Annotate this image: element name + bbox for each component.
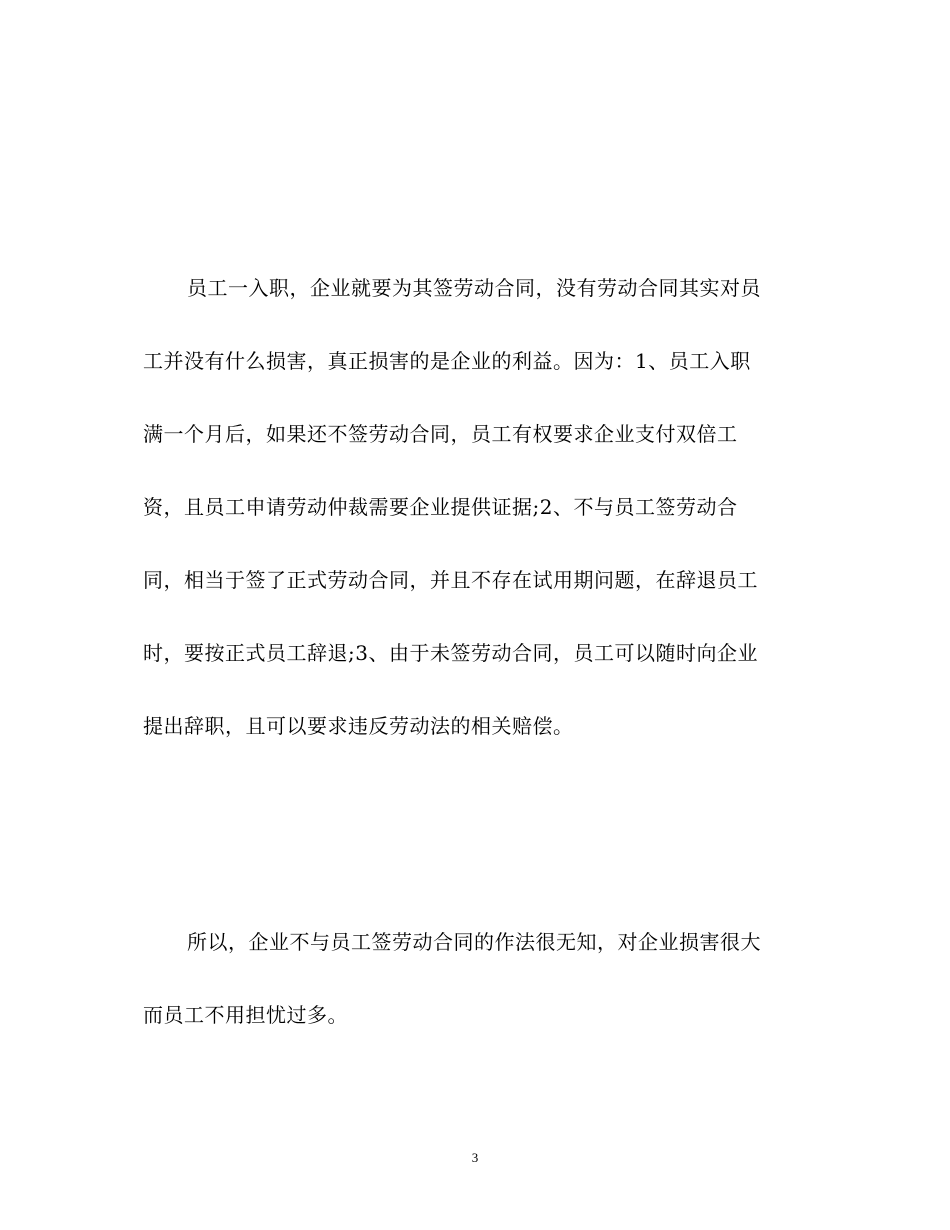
paragraph-line: 员工一入职，企业就要为其签劳动合同，没有劳动合同其实对员 — [187, 276, 761, 300]
paragraph-line: 所以，企业不与员工签劳动合同的作法很无知，对企业损害很大 — [187, 930, 761, 954]
page-number: 3 — [471, 1150, 479, 1165]
paragraph-line: 工并没有什么损害，真正损害的是企业的利益。因为：1、员工入职 — [143, 349, 751, 373]
paragraph-line: 资，且员工申请劳动仲裁需要企业提供证据;2、不与员工签劳动合 — [143, 495, 738, 519]
paragraph-line: 同，相当于签了正式劳动合同，并且不存在试用期问题，在辞退员工 — [143, 568, 758, 592]
paragraph-line: 而员工不用担忧过多。 — [143, 1003, 348, 1027]
paragraph-line: 满一个月后，如果还不签劳动合同，员工有权要求企业支付双倍工 — [143, 422, 738, 446]
paragraph-line: 提出辞职，且可以要求违反劳动法的相关赔偿。 — [143, 714, 574, 738]
paragraph-line: 时，要按正式员工辞退;3、由于未签劳动合同，员工可以随时向企业 — [143, 641, 758, 665]
